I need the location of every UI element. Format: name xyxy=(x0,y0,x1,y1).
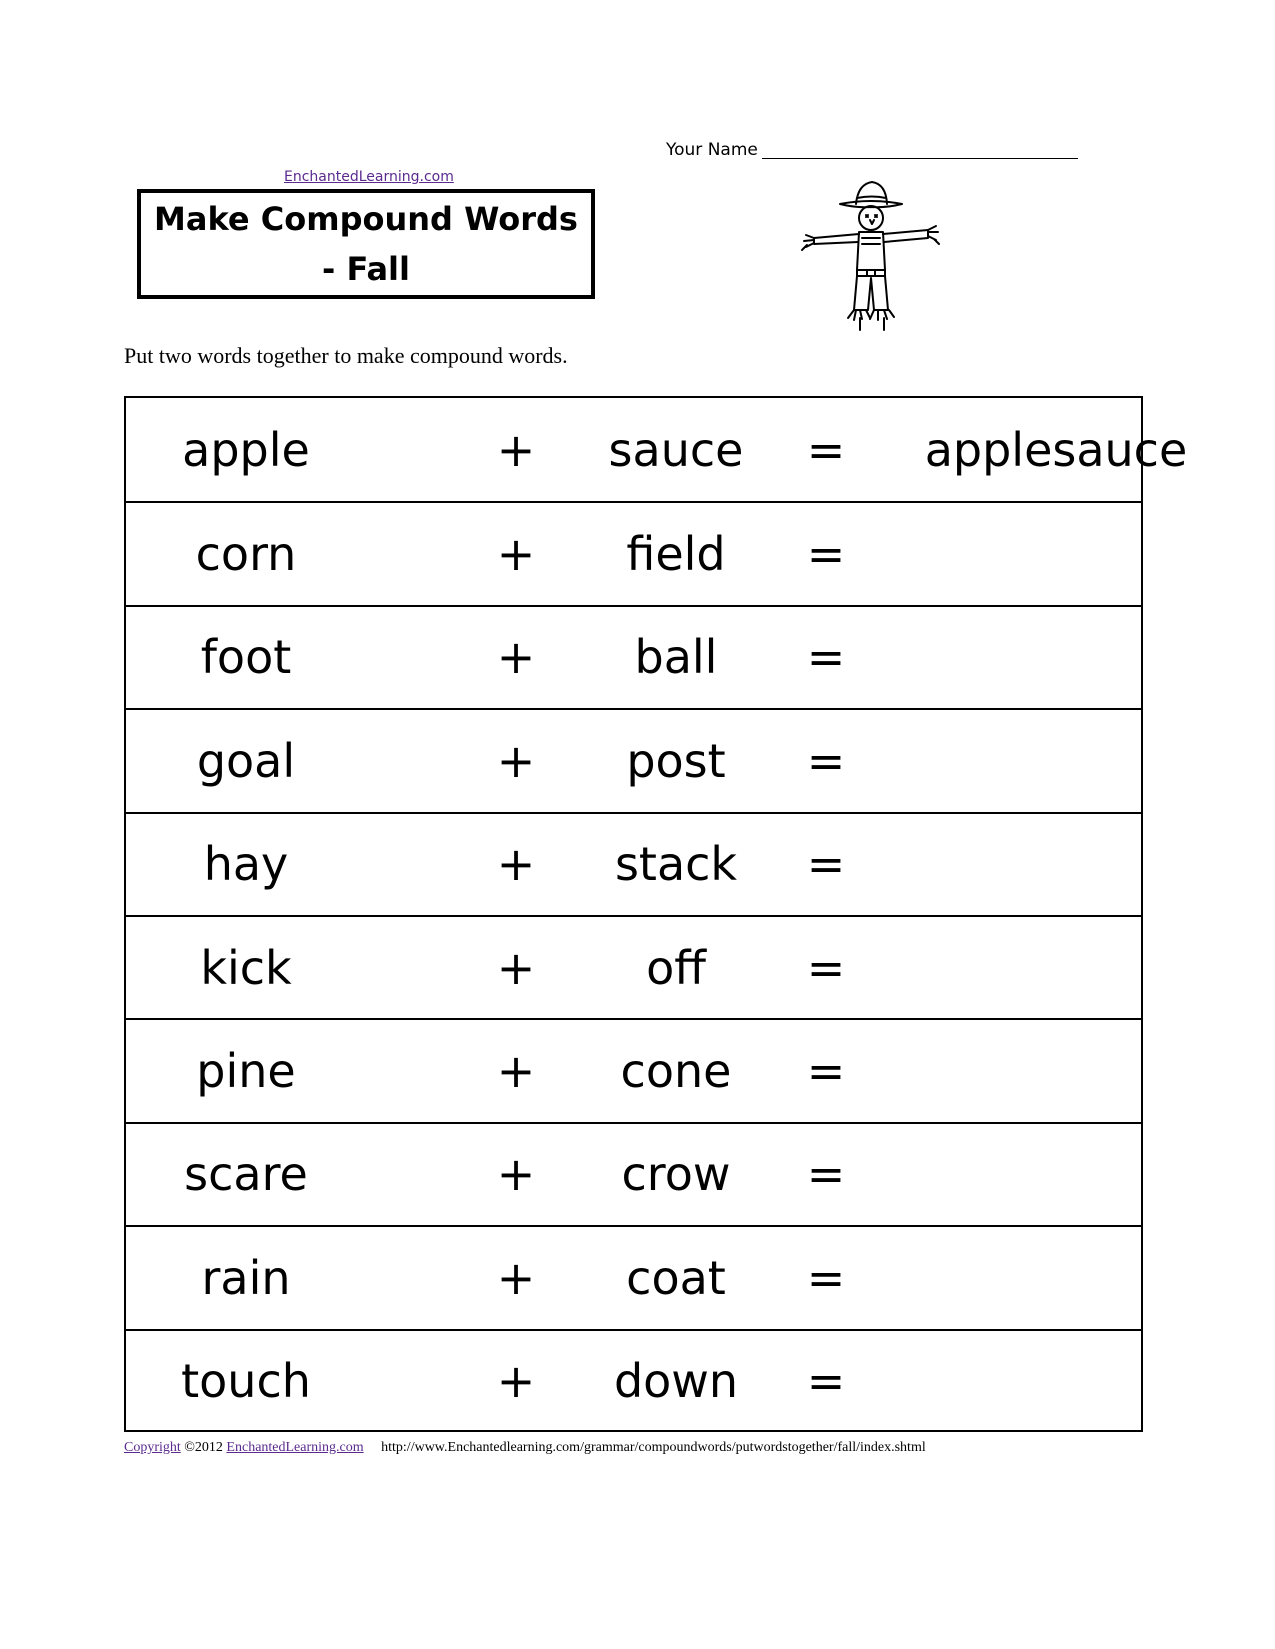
site-link-top[interactable]: EnchantedLearning.com xyxy=(284,169,454,185)
table-row xyxy=(126,1018,1141,1121)
equals-sign: = xyxy=(806,422,846,477)
first-word: scare xyxy=(184,1147,308,1202)
equals-sign: = xyxy=(806,1250,846,1305)
equals-sign: = xyxy=(806,630,846,685)
answer-blank[interactable]: applesauce xyxy=(924,422,1188,477)
second-word: coat xyxy=(626,1250,726,1305)
first-word: apple xyxy=(182,422,310,477)
plus-sign: + xyxy=(496,1250,536,1305)
table-row xyxy=(126,501,1141,604)
copyright-year: ©2012 xyxy=(184,1440,223,1455)
plus-sign: + xyxy=(496,1044,536,1099)
answer-blank[interactable] xyxy=(906,607,1206,708)
first-word: rain xyxy=(201,1250,291,1305)
copyright-link[interactable]: Copyright xyxy=(124,1440,181,1455)
plus-sign: + xyxy=(496,1354,536,1409)
answer-blank[interactable] xyxy=(906,1124,1206,1225)
equals-sign: = xyxy=(806,940,846,995)
equals-sign: = xyxy=(806,1147,846,1202)
table-row xyxy=(126,915,1141,1018)
answer-blank[interactable] xyxy=(906,917,1206,1018)
answer-blank[interactable] xyxy=(906,710,1206,811)
table-row xyxy=(126,1122,1141,1225)
second-word: post xyxy=(626,733,726,788)
plus-sign: + xyxy=(496,733,536,788)
plus-sign: + xyxy=(496,422,536,477)
plus-sign: + xyxy=(496,940,536,995)
footer xyxy=(124,1440,926,1456)
plus-sign: + xyxy=(496,527,536,582)
second-word: sauce xyxy=(608,422,744,477)
page-title: Make Compound Words - Fall xyxy=(154,200,578,288)
name-line xyxy=(762,158,1078,159)
table-row xyxy=(126,1225,1141,1328)
second-word: field xyxy=(626,527,726,582)
plus-sign: + xyxy=(496,1147,536,1202)
first-word: touch xyxy=(181,1354,311,1409)
table-row xyxy=(126,605,1141,708)
second-word: cone xyxy=(620,1044,732,1099)
name-label: Your Name xyxy=(666,140,758,160)
answer-blank[interactable] xyxy=(906,1331,1206,1432)
first-word: foot xyxy=(200,630,292,685)
answer-blank[interactable] xyxy=(906,1020,1206,1121)
answer-blank[interactable] xyxy=(906,1227,1206,1328)
first-word: pine xyxy=(196,1044,296,1099)
first-word: kick xyxy=(200,940,292,995)
table-row xyxy=(126,398,1188,501)
page-url: http://www.Enchantedlearning.com/grammar/compoundwords/putwordstogether/fall/index.shtml xyxy=(381,1440,926,1455)
plus-sign: + xyxy=(496,837,536,892)
answer-blank[interactable] xyxy=(906,814,1206,915)
title-box xyxy=(137,189,595,299)
second-word: stack xyxy=(614,837,738,892)
answer-blank[interactable] xyxy=(906,503,1206,604)
scarecrow-icon xyxy=(796,178,946,333)
equals-sign: = xyxy=(806,733,846,788)
table-row xyxy=(126,812,1141,915)
first-word: hay xyxy=(203,837,289,892)
second-word: crow xyxy=(621,1147,731,1202)
plus-sign: + xyxy=(496,630,536,685)
second-word: off xyxy=(646,940,706,995)
equals-sign: = xyxy=(806,1044,846,1099)
equals-sign: = xyxy=(806,837,846,892)
instructions: Put two words together to make compound words. xyxy=(124,343,568,368)
equals-sign: = xyxy=(806,527,846,582)
second-word: down xyxy=(613,1354,739,1409)
compound-words-table xyxy=(124,396,1188,1432)
equals-sign: = xyxy=(806,1354,846,1409)
second-word: ball xyxy=(634,630,718,685)
first-word: corn xyxy=(195,527,297,582)
first-word: goal xyxy=(196,733,296,788)
footer-site-link[interactable]: EnchantedLearning.com xyxy=(226,1440,364,1455)
table-row xyxy=(126,708,1141,811)
table-row xyxy=(126,1329,1141,1432)
